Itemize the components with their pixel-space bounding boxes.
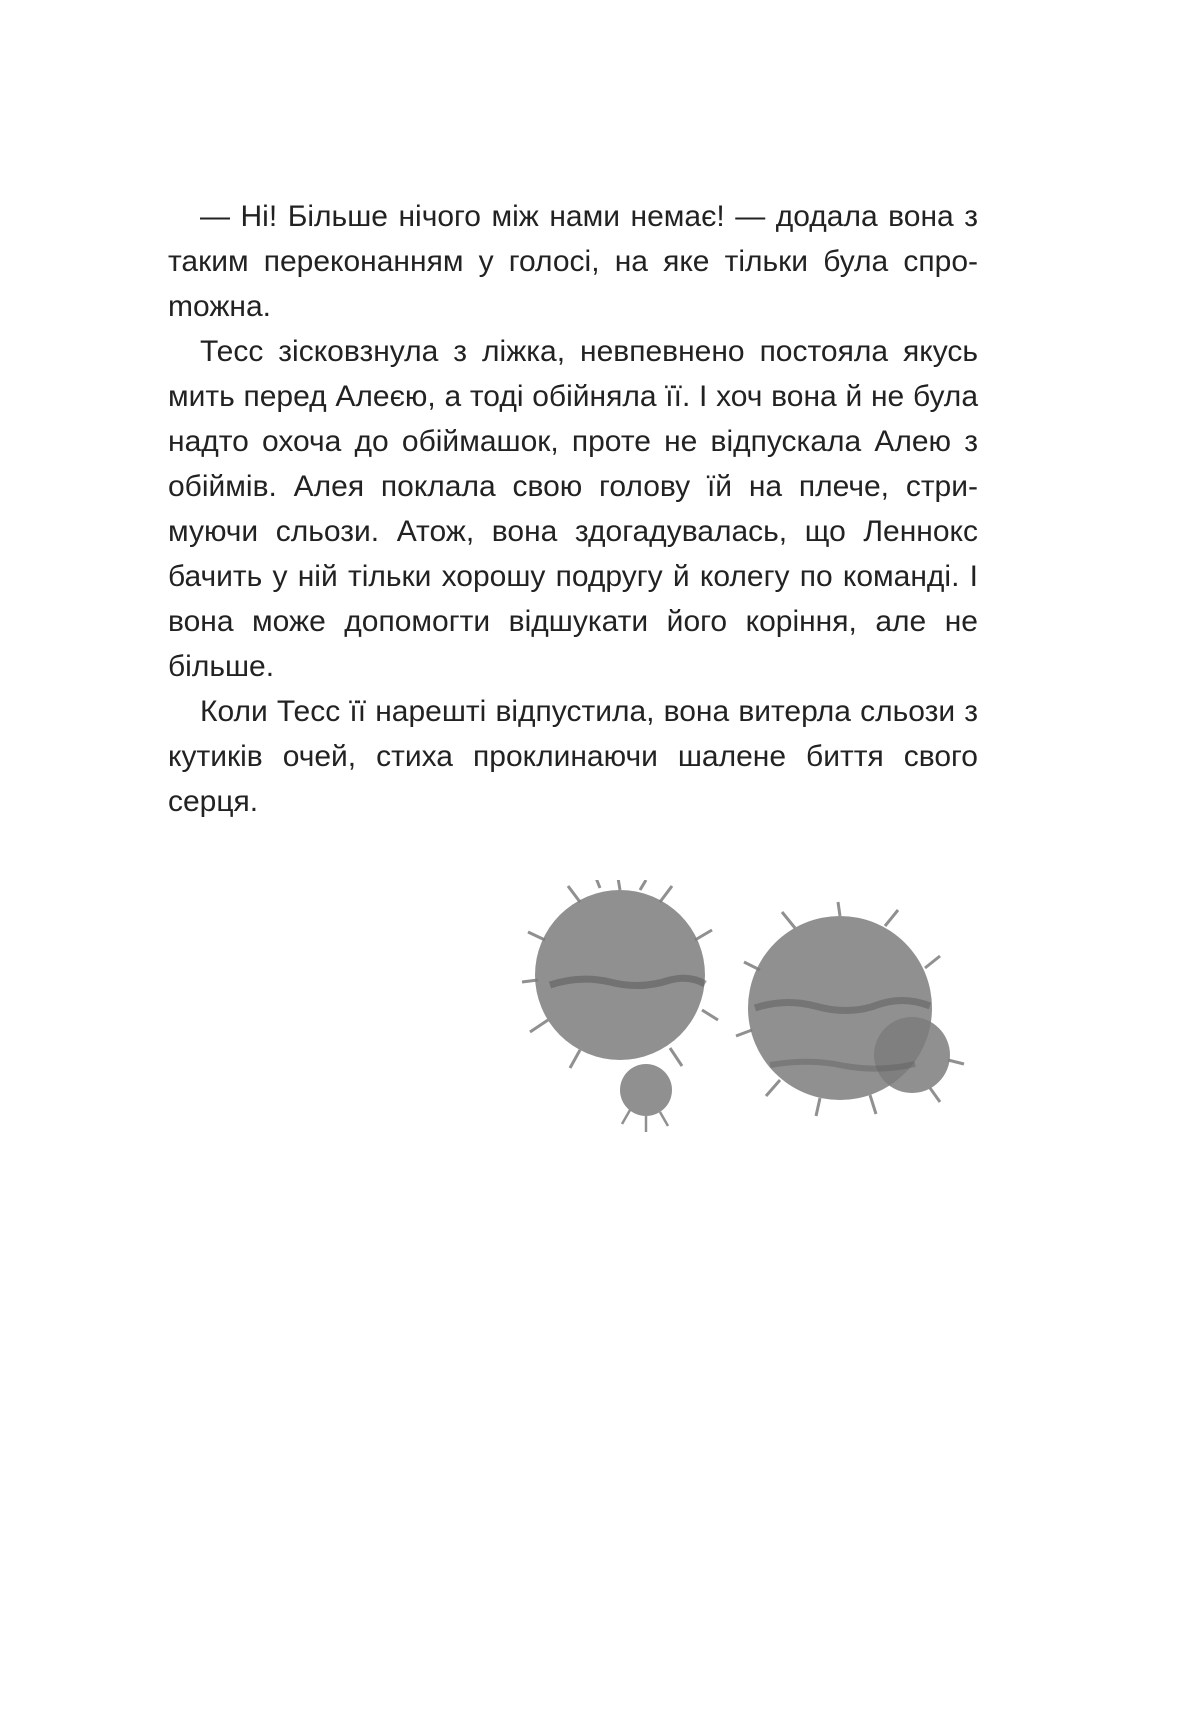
body-text — [168, 194, 978, 824]
paragraph-1: — Ні! Більше нічого між нами немає! — додала вона з таким переконанням у голосі, на яке тільки була спроmожна. — [168, 200, 978, 323]
paragraph-3: Коли Тесс її нарешті відпустила, вона витерла сльози з кутиків очей, стиха проклинаючи шалене биття свого серця. — [168, 695, 978, 818]
ink-splash-icon — [520, 880, 1020, 1180]
paragraph-2: Тесс зісковзнула з ліжка, невпевнено постояла якусь мить перед Алеєю, а тоді обійняла її. І хоч вона й не була надто охоча до обіймашок, проте не відпускала Алею з обіймів. Алея поклала свою голову їй на плече, стримуючи сльози. Атож, вона здогадувалась, що Леннокс бачить у ній тільки хорошу подругу й колегу по команді. І вона може допомогти відшукати його коріння, але не більше. — [168, 335, 978, 683]
